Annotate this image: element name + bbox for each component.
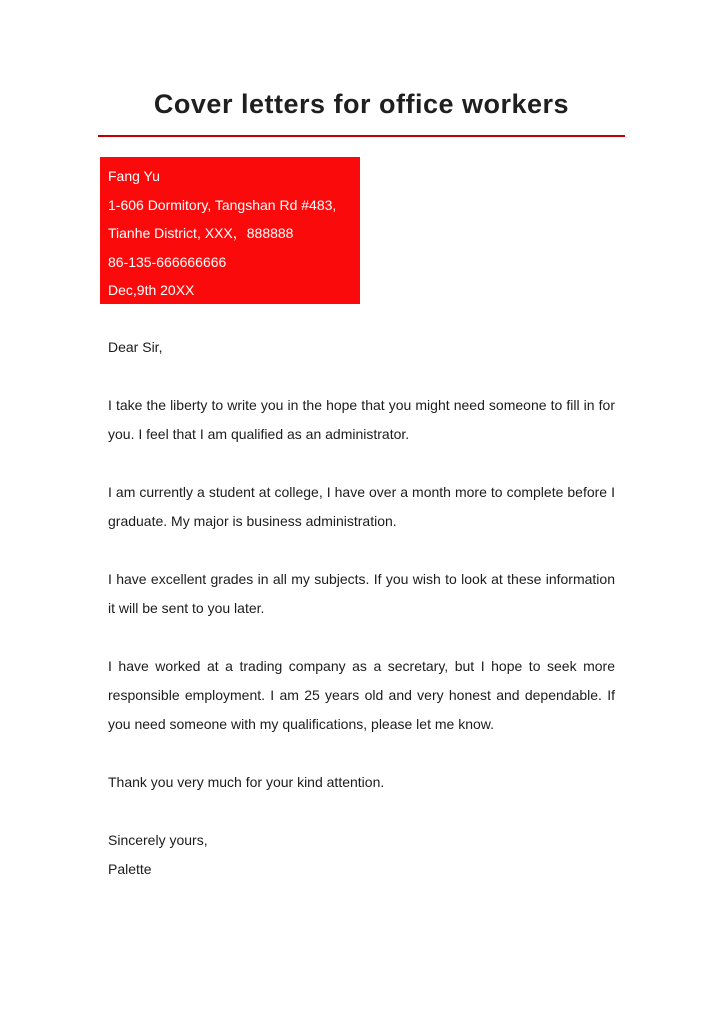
sender-info-box [100,157,360,304]
body-paragraph-2: I am currently a student at college, I have over a month more to complete before I graduate. My major is business administration. [108,484,615,529]
sender-name: Fang Yu [108,168,160,184]
body-paragraph-4: I have worked at a trading company as a secretary, but I hope to seek more responsible employment. I am 25 years old and very honest and dependable. If you need someone with my qualifications, please let me know. [108,658,615,732]
sender-address-line2: Tianhe District, XXX，888888 [108,225,294,241]
body-paragraph-1: I take the liberty to write you in the hope that you might need someone to fill in for you. I feel that I am qualified as an administrator. [108,397,615,442]
page-title: Cover letters for office workers [153,89,570,119]
body-paragraph-3: I have excellent grades in all my subjects. If you wish to look at these information it will be sent to you later. [108,571,615,616]
letter-body [108,333,615,884]
closing-thanks: Thank you very much for your kind attention. [108,774,385,790]
title-divider-rule [98,135,625,137]
sender-phone: 86-135-666666666 [108,253,227,270]
signature-name: Palette [108,861,152,877]
signoff: Sincerely yours, [108,832,208,848]
letter-date: Dec,9th 20XX [108,282,195,298]
sender-address-line1: 1-606 Dormitory, Tangshan Rd #483, [108,196,337,213]
salutation: Dear Sir, [108,339,163,355]
